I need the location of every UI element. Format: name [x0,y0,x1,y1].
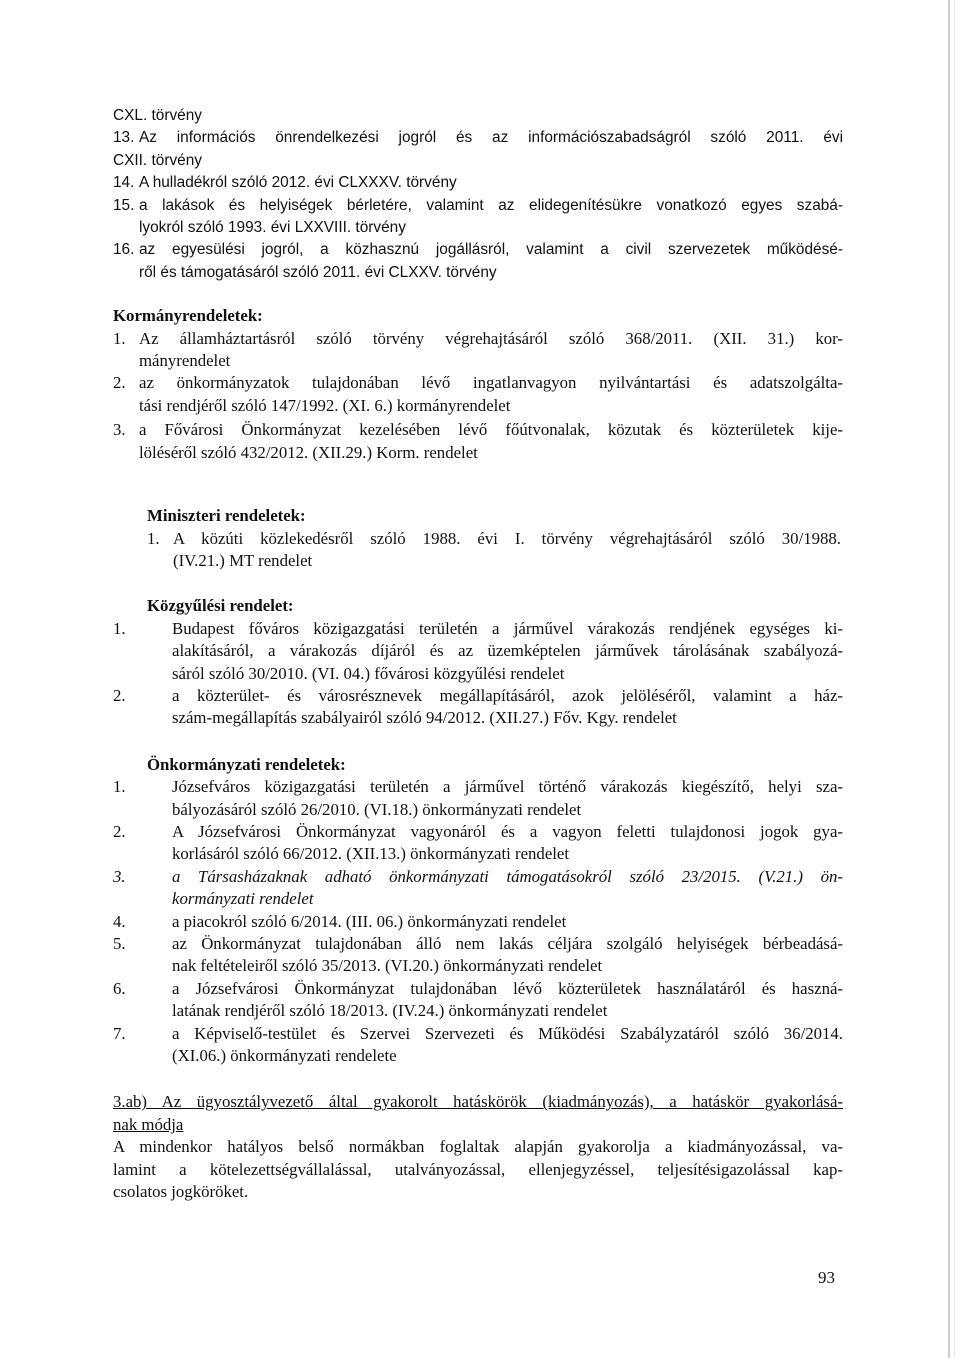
page-edge-shadow [954,0,955,1358]
list-item-number: 2. [113,685,126,705]
paragraph-line: lamint a kötelezettségvállalással, utalványozással, ellenjegyzéssel, teljesítésigazolással kap- [113,1159,843,1179]
list-item-line: A közúti közlekedésről szóló 1988. évi I. törvény végrehajtásáról szóló 30/1988. [173,528,841,548]
page-edge-shadow [948,0,950,1358]
section-heading: Kormányrendeletek: [113,306,263,326]
list-item-line: lyokról szóló 1993. évi LXXVIII. törvény [139,219,406,237]
list-item-line: nak feltételeiről szóló 35/2013. (VI.20.) önkormányzati rendelet [172,956,603,976]
list-item-number: 7. [113,1023,126,1043]
list-item-line: a lakások és helyiségek bérletére, valamint az elidegenítésükre vonatkozó egyes szabá- [139,196,843,214]
list-item-number: 13. [113,129,135,147]
section-kozgy [113,595,843,729]
list-item-number: 5. [113,934,126,953]
section-heading: Miniszteri rendeletek: [147,506,306,526]
page-number: 93 [818,1268,835,1287]
list-item-number: 2. [113,821,126,841]
list-item-line: tási rendjéről szóló 147/1992. (XI. 6.) kormányrendelet [139,395,511,415]
list-item-line: szám-megállapítás szabályairól szóló 94/2012. (XII.27.) Főv. Kgy. rendelet [172,708,677,728]
list-item [113,105,843,127]
list-item-line: Józsefváros közigazgatási területén a járművel történő várakozás kiegészítő, helyi sza- [172,777,843,797]
list-item-line: (XI.06.) önkormányzati rendelete [172,1046,397,1066]
list-item-number: 14. [113,174,135,192]
list-item-number: 16. [113,241,135,259]
list-item-line: ről és támogatásáról szóló 2011. évi CLXXV. törvény [139,263,497,281]
list-item-number: 1. [113,777,126,797]
list-item [113,933,843,978]
page-content [113,105,843,1203]
list-item-line: a Józsefvárosi Önkormányzat tulajdonában lévő közterületek használatáról és haszná- [172,978,843,998]
section-heading: Önkormányzati rendeletek: [147,754,346,774]
list-item-line: az önkormányzatok tulajdonában lévő ingatlanvagyon nyilvántartási és adatszolgálta- [139,373,843,393]
list-item-line: az egyesülési jogról, a közhasznú jogállásról, valamint a civil szervezetek működésé- [139,241,843,259]
list-item [113,372,843,417]
list-item-line: a Társasházaknak adható önkormányzati támogatásokról szóló 23/2015. (V.21.) ön- [172,866,843,886]
section-min [147,505,843,572]
list-item-line: Az információs önrendelkezési jogról és az információszabadságról szóló 2011. évi [139,129,843,147]
list-item-line: löléséről szóló 432/2012. (XII.29.) Korm. rendelet [139,442,478,462]
list-item [113,978,843,1023]
paragraph-line: csolatos jogköröket. [113,1182,249,1202]
list-item-number: 3. [113,866,126,886]
law-list [113,105,843,284]
list-item-line: a Fővárosi Önkormányzat kezelésében lévő főútvonalak, közutak és közterületek kije- [139,420,843,440]
list-item-line: a Képviselő-testület és Szervei Szervezeti és Működési Szabályzatáról szóló 36/2014. [172,1023,843,1043]
list-item [113,172,843,194]
list-item [113,866,843,911]
paragraph-line: A mindenkor hatályos belső normákban foglaltak alapján gyakorolja a kiadmányozással, va- [113,1137,843,1157]
list-item [147,528,843,573]
section-heading [113,1091,843,1136]
list-item-number: 2. [113,373,126,393]
list-item-line: az Önkormányzat tulajdonában álló nem lakás céljára szolgáló helyiségek bérbeadásá- [172,934,843,953]
list-item [113,821,843,866]
list-item [113,419,843,464]
list-item [113,1023,843,1068]
list-item-line: CXL. törvény [113,107,202,124]
list-item-number: 6. [113,978,126,998]
list-item-number: 1. [113,618,126,638]
list-item-line: Budapest főváros közigazgatási területén a járművel várakozás rendjének egységes ki- [172,618,843,638]
list-item-line: a piacokról szóló 6/2014. (III. 06.) önkormányzati rendelet [172,911,567,931]
list-item [113,618,843,685]
list-item-number: 4. [113,911,126,931]
section-heading: Közgyűlési rendelet: [147,596,294,616]
list-item-line: korlásáról szóló 66/2012. (XII.13.) önkormányzati rendelet [172,844,570,864]
list-item [113,911,843,933]
list-item [113,127,843,172]
list-item-line: bályozásáról szóló 26/2010. (VI.18.) önkormányzati rendelet [172,799,582,819]
list-item-line: sáról szóló 30/2010. (VI. 04.) fővárosi közgyűlési rendelet [172,663,565,683]
list-item-line: A Józsefvárosi Önkormányzat vagyonáról és a vagyon feletti tulajdonosi jogok gya- [172,821,843,841]
list-item-line: Az államháztartásról szóló törvény végrehajtásáról szóló 368/2011. (XII. 31.) kor- [139,328,843,348]
list-item-line: CXII. törvény [113,151,202,169]
section-heading-line: nak módja [113,1114,184,1134]
list-item [113,195,843,240]
list-item [113,328,843,373]
list-item-line: latának rendjéről szóló 18/2013. (IV.24.) önkormányzati rendelet [172,1001,608,1021]
list-item-number: 1. [113,328,126,348]
section-3ab [113,1091,843,1203]
list-item-number: 15. [113,196,135,214]
list-item-number: 3. [113,420,126,440]
list-item [113,239,843,284]
section-onk [113,754,843,1068]
list-item [113,776,843,821]
list-item-line: kormányzati rendelet [172,889,314,909]
section-paragraph [113,1136,843,1203]
list-item-line: mányrendelet [139,351,231,371]
list-item [113,685,843,730]
list-item-number: 1. [147,528,160,548]
section-korm [113,305,843,464]
list-item-line: alakításáról, a várakozás díjáról és az üzemképtelen járművek tárolásának szabályozá- [172,641,843,661]
list-item-line: (IV.21.) MT rendelet [173,550,313,570]
list-item-line: A hulladékról szóló 2012. évi CLXXXV. törvény [139,174,457,192]
list-item-line: a közterület- és városrésznevek megállapításáról, azok jelöléséről, valamint a ház- [172,685,843,705]
section-heading-line: 3.ab) Az ügyosztályvezető által gyakorolt hatáskörök (kiadmányozás), a hatáskör gyakorlásá- [113,1092,843,1112]
